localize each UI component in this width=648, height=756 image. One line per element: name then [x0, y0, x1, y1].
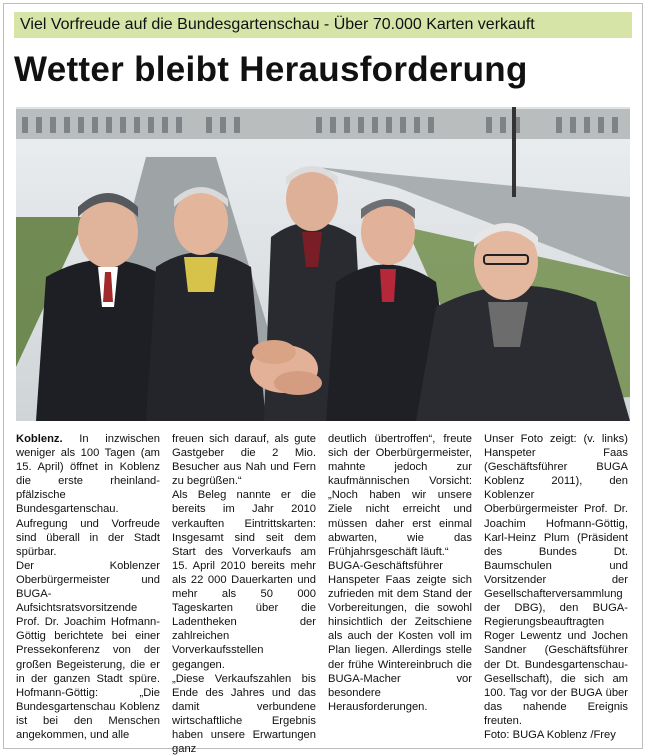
- text-column-1: [16, 432, 160, 742]
- group-photo-illustration: [16, 107, 630, 421]
- photo-credit: Foto: BUGA Koblenz /Frey: [484, 728, 616, 741]
- paragraph: deutlich übertroffen“, freute sich der Oberbürgermeister, mahnte jedoch zur kaufmännischen Vorsicht: „Noch haben wir unsere Ziele nicht erreicht und müssen daher erst einmal abwarten, wie das Frühjahrsgeschäft läuft.“: [328, 433, 472, 558]
- paragraph-text: In inzwischen weniger als 100 Tagen (am 15. April) öffnet in Koblenz die erste rheinland-pfälzische Bundesgartenschau. Aufregung und Vorfreude sind überall in der Stadt spürbar.: [16, 433, 160, 558]
- article-kicker: Viel Vorfreude auf die Bundesgartenschau - Über 70.000 Karten verkauft: [14, 12, 632, 38]
- article-body: [16, 432, 630, 756]
- paragraph: „Diese Verkaufszahlen bis Ende des Jahres und das damit verbundene wirtschaftliche Ergebnis haben unsere Erwartungen ganz: [172, 672, 316, 756]
- paragraph: Der Koblenzer Oberbürgermeister und BUGA-Aufsichtsratsvorsitzende Prof. Dr. Joachim Hofmann-Göttig berichtete bei einer Pressekonferenz von der großen Begeisterung, die er in der ganzen Stadt spüre. Hofmann-Göttig: „Die Bundesgartenschau Koblenz ist bei den Menschen angekommen, und alle: [16, 559, 160, 741]
- text-column-4: [484, 432, 628, 742]
- article-photo: [16, 107, 630, 421]
- photo-caption: Unser Foto zeigt: (v. links) Hanspeter Faas (Geschäftsführer BUGA Koblenz 2011), den Koblenzer Oberbürgermeister Prof. Dr. Joachim Hofmann-Göttig, Karl-Heinz Plum (Präsident des Bundes Dt. Baumschulen und Vorsitzender der Gesellschafterversammlung der DBG), den BUGA-Regierungsbeauftragten Roger Lewentz und Jochen Sandner (Geschäftsführer der Dt. Bundesgartenschau-Gesellschaft), die sich am 100. Tag vor der BUGA über das nahende Ereignis freuten.: [484, 433, 628, 727]
- palace-building: [16, 109, 630, 139]
- paragraph: [16, 432, 160, 559]
- article-headline: Wetter bleibt Herausforderung: [14, 50, 528, 89]
- text-column-3: [328, 432, 472, 714]
- dateline: Koblenz.: [16, 433, 63, 445]
- paragraph: Als Beleg nannte er die bereits im Jahr 2010 verkauften Eintrittskarten: Insgesamt sind seit dem Start des Vorverkaufs am 15. April 2010 bereits mehr als 22 000 Dauerkarten und mehr als 50 000 Tageskarten über die Ladentheken der zahlreichen Vorverkaufsstellen gegangen.: [172, 489, 316, 671]
- paragraph: freuen sich darauf, als gute Gastgeber die 2 Mio. Besucher aus Nah und Fern zu begrüßen.“: [172, 433, 316, 488]
- text-column-2: [172, 432, 316, 756]
- paragraph: BUGA-Geschäftsführer Hanspeter Faas zeigte sich zufrieden mit dem Stand der Vorbereitungen, die sowohl hinsichtlich der Zeitschiene als auch der Kosten voll im Plan liegen. Allerdings stelle der frühe Wintereinbruch die BUGA-Macher vor besondere Herausforderungen.: [328, 559, 472, 713]
